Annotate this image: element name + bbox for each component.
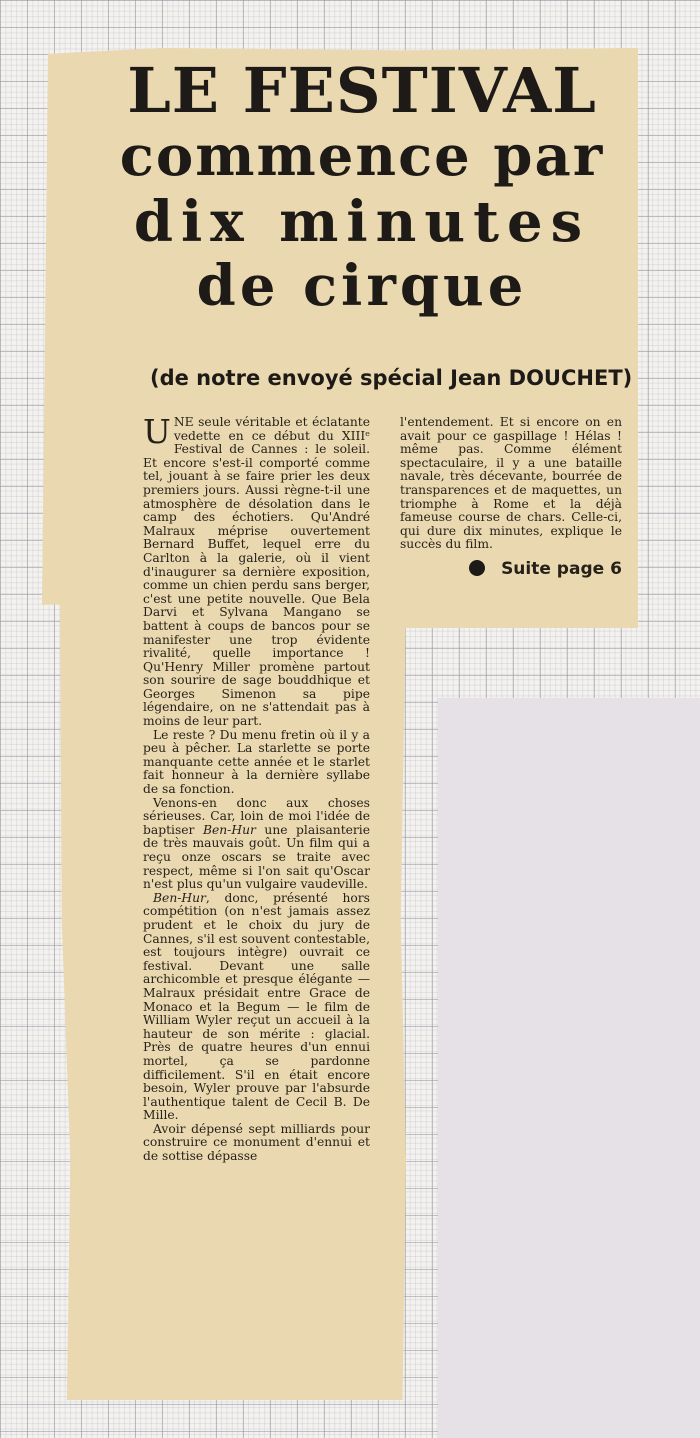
headline-line-3: dix minutes xyxy=(133,189,591,255)
article-column-1 xyxy=(143,412,370,1164)
article-column-2 xyxy=(400,416,622,577)
paragraph-3-end: une plaisanterie de très mauvais goût. Un film qui a reçu onze oscars se traite avec respect, même si l'on sait qu'Oscar n'est plus qu'un vulgaire vaudeville. xyxy=(143,822,370,892)
article-paragraph-5: Avoir dépensé sept milliards pour construire ce monument d'ennui et de sottise dépasse xyxy=(143,1121,370,1164)
paragraph-1-text: NE seule véritable et éclatante vedette en ce début du XIIIᵉ Festival de Cannes : le soleil. Et encore s'est-il comporté comme tel, jouant à se faire prier les deux premiers jours. Aussi règne-t-il une atmosphère de désolation dans le camp des échotiers. Qu'André Malraux méprise ouvertement Bernard Buffet, lequel erre du Carlton à la galerie, où il vient d'inaugurer sa dernière exposition, comme un chien perdu sans berger, c'est une petite nouvelle. Que Bela Darvi et Sylvana Mangano se battent à coups de bancos pour se manifester une trop évidente rivalité, quelle importance ! Qu'Henry Miller promène partout son sourire de sage bouddhique et Georges Simenon sa pipe légendaire, on ne s'attendait pas à moins de leur part. xyxy=(143,415,370,729)
byline: (de notre envoyé spécial Jean DOUCHET) xyxy=(150,366,633,390)
headline-line-2: commence par xyxy=(119,123,605,189)
continued-on-page xyxy=(400,560,622,577)
bullet-dot-icon xyxy=(469,560,485,576)
headline-line-4: de cirque xyxy=(196,253,528,319)
suite-label: Suite page xyxy=(501,558,605,579)
article-paragraph-4 xyxy=(143,892,370,1123)
article-paragraph-3 xyxy=(143,797,370,892)
film-title: Ben-Hur xyxy=(153,890,206,905)
paragraph-3-start: Venons-en donc aux choses sérieuses. Car, loin de moi l'idée de baptiser xyxy=(143,795,370,837)
suite-page-number: 6 xyxy=(610,558,622,579)
article-continuation: l'entendement. Et si encore on en avait pour ce gaspillage ! Hélas ! même pas. Comme élément spectaculaire, il y a une bataille navale, très décevante, bourrée de transparences et de maquettes, un triomphe à Rome et la déjà fameuse course de chars. Celle-ci, qui dure dix minutes, explique le succès du film. xyxy=(400,415,622,552)
article-paragraph-1 xyxy=(143,412,370,729)
drop-cap: U xyxy=(143,412,171,451)
article-paragraph-2: Le reste ? Du menu fretin où il y a peu à pêcher. La starlette se porte manquante cette année et le starlet fait honneur à la dernière syllabe de sa fonction. xyxy=(143,727,370,797)
headline xyxy=(98,54,626,319)
paragraph-4-end: , donc, présenté hors compétition (on n'est jamais assez prudent et le choix du jury de Cannes, s'il est souvent contestable, est toujours intègre) ouvrait ce festival. Devant une salle archicomble et presque élégante — Malraux présidait entre Grace de Monaco et la Begum — le film de William Wyler reçut un accueil à la hauteur de son mérite : glacial. Près de quatre heures d'un ennui mortel, ça se pardonne difficilement. S'il en était encore besoin, Wyler prouve par l'absurde l'authentique talent de Cecil B. De Mille. xyxy=(143,890,370,1123)
film-title: Ben-Hur xyxy=(202,822,256,837)
headline-line-1: LE FESTIVAL xyxy=(127,54,597,127)
grey-background-panel xyxy=(438,698,700,1438)
